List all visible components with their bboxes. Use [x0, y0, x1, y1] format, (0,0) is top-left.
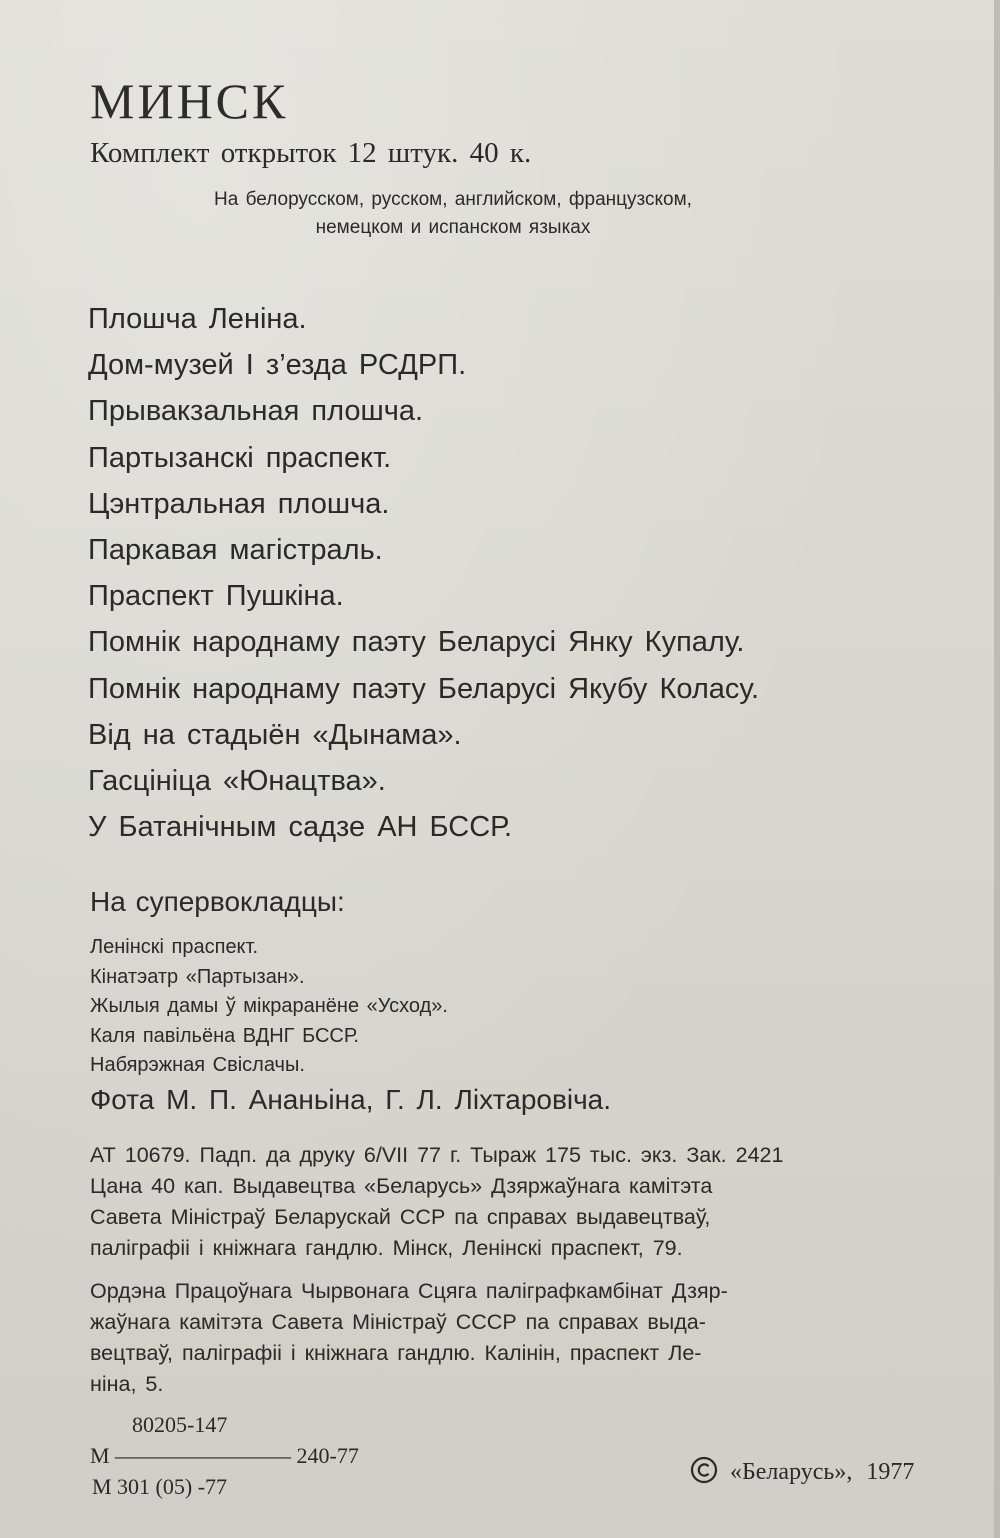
imprint-line: Ордэна Працоўнага Чырвонага Сцяга паліграфкамбінат Дзяр- [90, 1279, 728, 1303]
imprint-line: Савета Міністраў Беларускай ССР па справах выдавецтваў, [90, 1205, 711, 1229]
imprint-line: жаўнага камітэта Савета Міністраў СССР па справах выда- [90, 1310, 706, 1334]
photo-credit: Фота М. П. Ананьіна, Г. Л. Ліхтаровіча. [90, 1084, 612, 1115]
languages-line: немецком и испанском языках [315, 217, 591, 238]
set-description: Комплект открыток 12 штук. 40 к. [90, 137, 532, 169]
postcard-item: Партызанскі праспект. [88, 441, 392, 474]
copyright-notice [690, 1456, 914, 1486]
postcard-item: Від на стадыён «Дынама». [88, 718, 462, 751]
catalog-code: М ———————— 240-77 [90, 1443, 359, 1468]
cover-item: Кінатэатр «Партызан». [90, 965, 305, 988]
imprint-line: ніна, 5. [90, 1372, 164, 1396]
languages-note [88, 186, 818, 242]
postcard-item: Гасцініца «Юнацтва». [88, 764, 386, 797]
cover-item: Набярэжная Свіслачы. [90, 1054, 305, 1076]
catalog-code: М 301 (05) -77 [92, 1474, 228, 1499]
cover-item: Жылыя дамы ў мікраранёне «Усход». [90, 995, 448, 1017]
cover-heading: На супервокладцы: [90, 886, 345, 917]
imprint-line: АТ 10679. Падп. да друку 6/VII 77 г. Тыраж 175 тыс. экз. Зак. 2421 [90, 1143, 784, 1167]
postcard-item: Помнік народнаму паэту Беларусі Якубу Коласу. [88, 672, 760, 705]
imprint-line: Цана 40 кап. Выдавецтва «Беларусь» Дзяржаўнага камітэта [90, 1174, 713, 1198]
languages-line: На белорусском, русском, английском, французском, [214, 189, 692, 210]
printer-imprint [90, 1276, 970, 1400]
imprint [90, 1140, 970, 1412]
postcard-item: Помнік народнаму паэту Беларусі Янку Купалу. [88, 626, 745, 659]
copyright-icon [690, 1456, 718, 1484]
catalog-code: 80205-147 [132, 1412, 228, 1437]
postcard-item: Паркавая магістраль. [88, 533, 383, 566]
cover-item: Каля павільёна ВДНГ БССР. [90, 1024, 359, 1047]
postcard-item: Дом-музей I з’езда РСДРП. [88, 349, 467, 382]
copyright-text: «Беларусь», 1977 [730, 1459, 915, 1485]
paper-edge [994, 0, 1000, 1538]
postcard-item: Прывакзальная плошча. [88, 395, 424, 428]
imprint-line: паліграфіі і кніжнага гандлю. Мінск, Ленінскі праспект, 79. [90, 1236, 683, 1260]
publisher-imprint [90, 1140, 970, 1264]
cover-list [90, 933, 448, 1081]
postcard-item: У Батанічным садзе АН БССР. [88, 811, 513, 844]
cover-item: Ленінскі праспект. [90, 936, 259, 958]
postcard-item: Праспект Пушкіна. [88, 580, 344, 613]
postcard-item: Цэнтральная плошча. [88, 487, 390, 520]
postcard-item: Плошча Леніна. [88, 303, 307, 335]
postcard-list [88, 296, 759, 850]
imprint-line: вецтваў, паліграфіі і кніжнага гандлю. Калінін, праспект Ле- [90, 1341, 702, 1365]
page-title: МИНСК [90, 73, 289, 129]
